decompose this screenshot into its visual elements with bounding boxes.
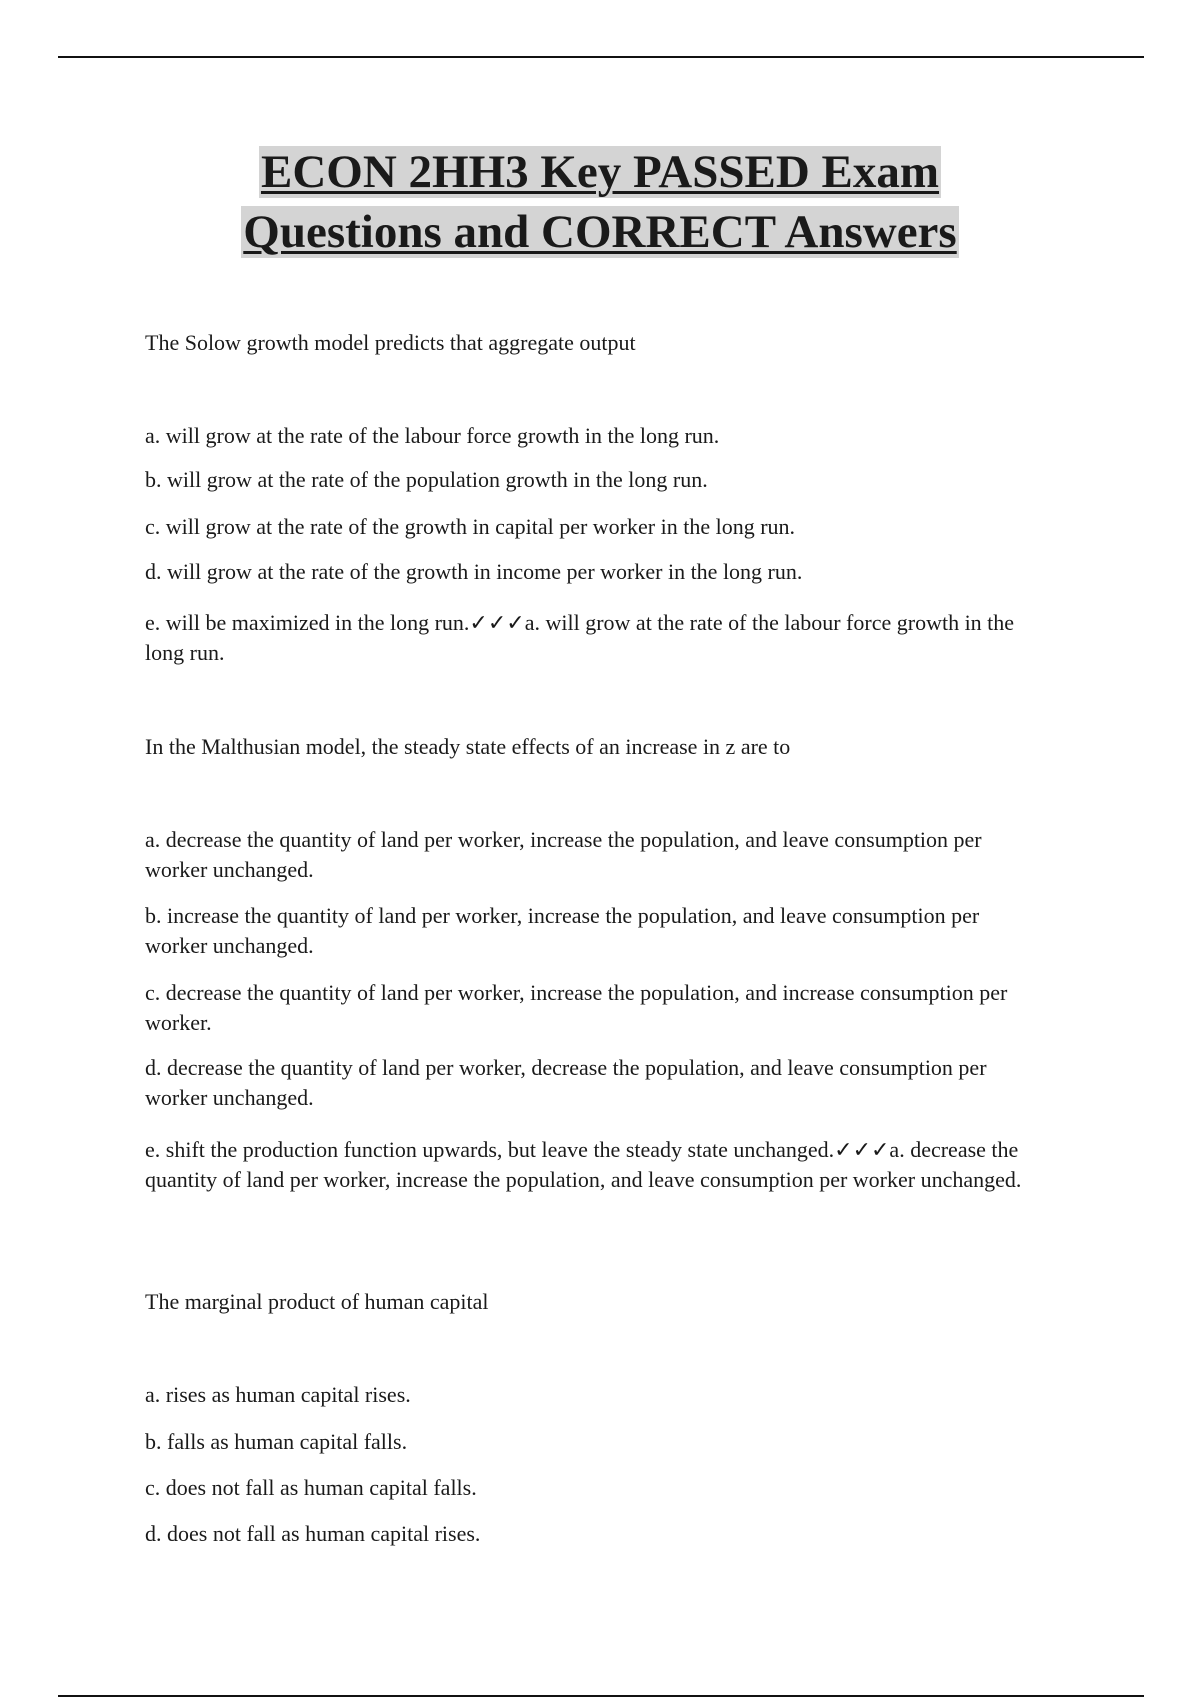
- bottom-rule: [58, 1695, 1144, 1697]
- question-1-option-e-answer: e. will be maximized in the long run.✓✓✓a. will grow at the rate of the labour force growth in the long run.: [145, 610, 1015, 665]
- question-3-option-d: d. does not fall as human capital rises.: [145, 1521, 481, 1546]
- question-2-option-d: d. decrease the quantity of land per worker, decrease the population, and leave consumption per worker unchanged.: [145, 1055, 987, 1110]
- question-3-option-c: c. does not fall as human capital falls.: [145, 1475, 477, 1500]
- document-title: [0, 142, 1200, 262]
- question-2-stem: In the Malthusian model, the steady state effects of an increase in z are to: [145, 734, 791, 759]
- question-1-option-d: d. will grow at the rate of the growth in income per worker in the long run.: [145, 559, 803, 584]
- question-3-option-b: b. falls as human capital falls.: [145, 1429, 408, 1454]
- question-1-stem: The Solow growth model predicts that aggregate output: [145, 330, 636, 355]
- question-1-option-c: c. will grow at the rate of the growth in capital per worker in the long run.: [145, 514, 796, 539]
- question-2-option-e-answer: e. shift the production function upwards, but leave the steady state unchanged.✓✓✓a. decrease the quantity of land per worker, increase the population, and leave consumption per worker unchanged.: [145, 1137, 1022, 1192]
- question-1-option-a: a. will grow at the rate of the labour force growth in the long run.: [145, 423, 720, 448]
- title-line-1: ECON 2HH3 Key PASSED Exam: [260, 146, 940, 198]
- question-1-option-b: b. will grow at the rate of the population growth in the long run.: [145, 467, 708, 492]
- question-3-option-a: a. rises as human capital rises.: [145, 1382, 411, 1407]
- question-2-option-c: c. decrease the quantity of land per worker, increase the population, and increase consumption per worker.: [145, 980, 1008, 1035]
- question-3-stem: The marginal product of human capital: [145, 1289, 489, 1314]
- question-2-option-b: b. increase the quantity of land per worker, increase the population, and leave consumption per worker unchanged.: [145, 903, 980, 958]
- top-rule: [58, 56, 1144, 58]
- question-2-option-a: a. decrease the quantity of land per worker, increase the population, and leave consumption per worker unchanged.: [145, 827, 982, 882]
- title-line-2: Questions and CORRECT Answers: [243, 206, 957, 258]
